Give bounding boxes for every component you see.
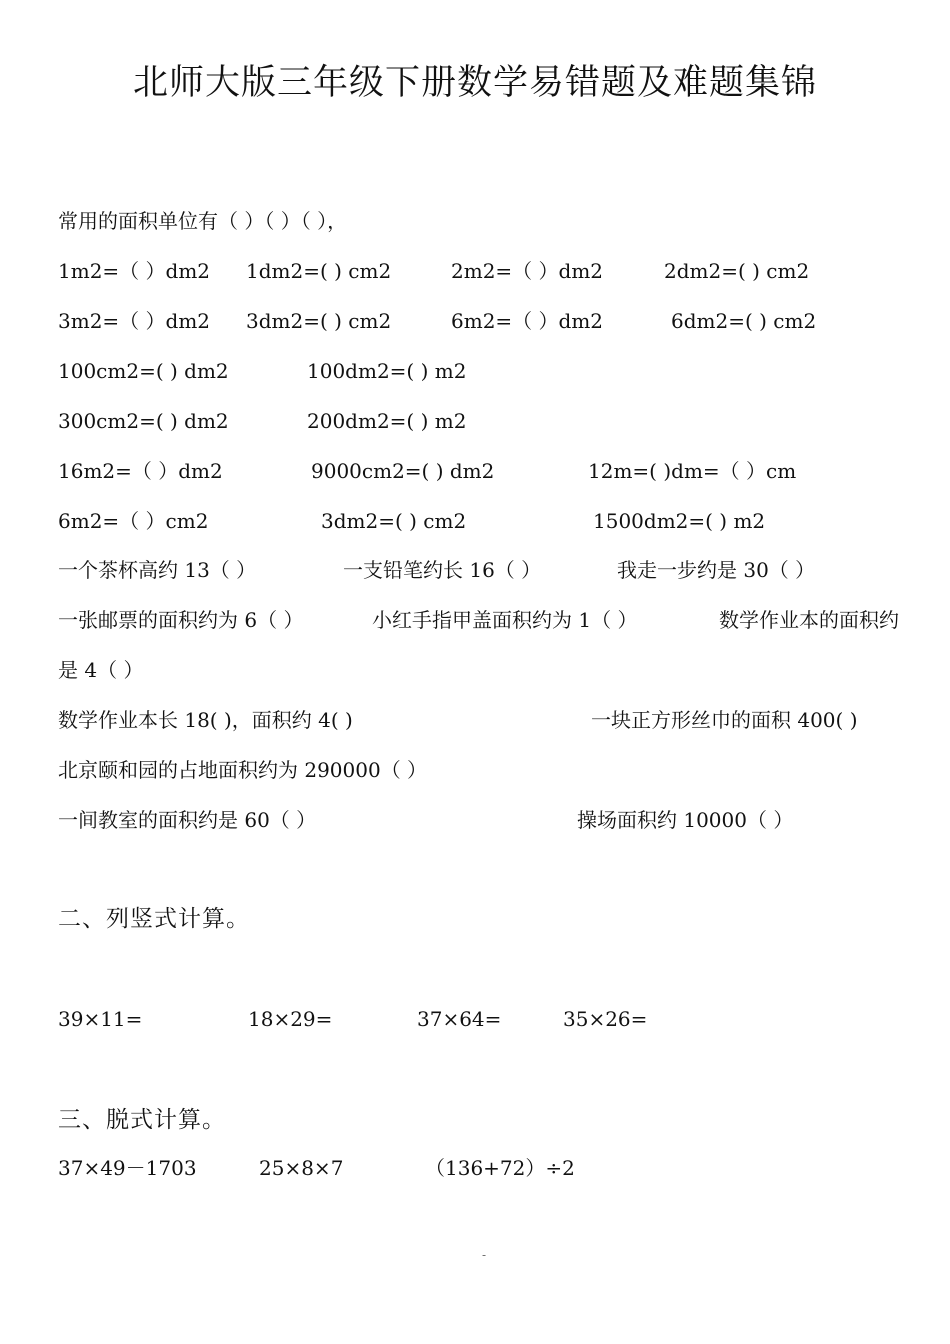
document-title: 北师大版三年级下册数学易错题及难题集锦 <box>132 63 817 103</box>
footer-mark: - <box>482 1248 487 1262</box>
unit-fill-item: 操场面积约 10000（ ） <box>577 808 794 832</box>
conversion-item: 6m2=（ ）cm2 <box>58 509 209 533</box>
conversion-item: 100cm2=( ) dm2 <box>58 359 229 383</box>
conversion-item: 3m2=（ ）dm2 <box>58 309 211 333</box>
conversion-item: 3dm2=( ) cm2 <box>321 509 467 533</box>
calc-item: 35×26= <box>563 1007 648 1031</box>
calc-item: 25×8×7 <box>259 1156 344 1180</box>
conversion-item: 1500dm2=( ) m2 <box>593 509 766 533</box>
calc-item: 37×49－1703 <box>58 1156 197 1180</box>
unit-fill-item: 一间教室的面积约是 60（ ） <box>58 808 317 832</box>
unit-fill-item: 一支铅笔约长 16（ ） <box>343 558 542 582</box>
section-heading-step-calc: 三、脱式计算。 <box>58 1107 226 1133</box>
conversion-item: 3dm2=( ) cm2 <box>246 309 392 333</box>
conversion-item: 6m2=（ ）dm2 <box>451 309 604 333</box>
unit-fill-item: 我走一步约是 30（ ） <box>617 558 816 582</box>
conversion-item: 200dm2=( ) m2 <box>307 409 467 433</box>
calc-item: 39×11= <box>58 1007 143 1031</box>
calc-item: 18×29= <box>248 1007 333 1031</box>
conversion-item: 12m=( )dm=（ ）cm <box>588 459 797 483</box>
conversion-item: 300cm2=( ) dm2 <box>58 409 229 433</box>
unit-fill-item: 一个茶杯高约 13（ ） <box>58 558 257 582</box>
unit-fill-item: 一张邮票的面积约为 6（ ） <box>58 608 304 632</box>
unit-fill-item: 北京颐和园的占地面积约为 290000（ ） <box>58 758 428 782</box>
unit-fill-item: 小红手指甲盖面积约为 1（ ） <box>372 608 638 632</box>
conversion-item: 2dm2=( ) cm2 <box>664 259 810 283</box>
conversion-item: 1dm2=( ) cm2 <box>246 259 392 283</box>
unit-fill-item: 数学作业本长 18( )，面积约 4( ) <box>58 708 353 732</box>
conversion-item: 100dm2=( ) m2 <box>307 359 467 383</box>
conversion-item: 6dm2=( ) cm2 <box>671 309 817 333</box>
calc-item: 37×64= <box>417 1007 502 1031</box>
unit-fill-item: 是 4（ ） <box>58 658 144 682</box>
area-units-question: 常用的面积单位有（ ）（ ）（ ）， <box>58 209 348 233</box>
section-heading-vertical-calc: 二、列竖式计算。 <box>58 906 250 932</box>
conversion-item: 2m2=（ ）dm2 <box>451 259 604 283</box>
unit-fill-item: 一块正方形丝巾的面积 400( ) <box>591 708 858 732</box>
calc-item: （136+72）÷2 <box>425 1156 575 1180</box>
conversion-item: 16m2=（ ）dm2 <box>58 459 223 483</box>
conversion-item: 1m2=（ ）dm2 <box>58 259 211 283</box>
unit-fill-item: 数学作业本的面积约 <box>719 608 899 632</box>
conversion-item: 9000cm2=( ) dm2 <box>311 459 495 483</box>
